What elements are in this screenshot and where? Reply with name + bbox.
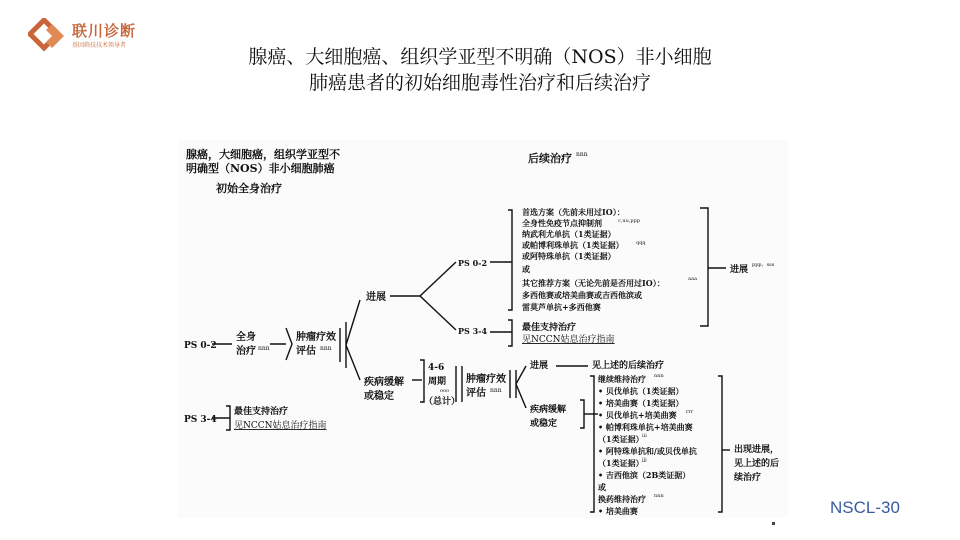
- maintenance-line: • 帕博利珠单抗+培美曲赛: [598, 422, 693, 432]
- sup-jjj: jjj: [642, 457, 647, 463]
- cycles-line3: （总计）: [424, 397, 461, 407]
- cycles-sup: ooo: [440, 388, 450, 394]
- ps34-label: PS 3-4: [184, 415, 217, 425]
- preferred-line: 其它推荐方案（无论先前是否用过IO）：: [522, 278, 665, 288]
- header-subsequent: 后续治疗: [528, 152, 572, 165]
- best-support-label: 最佳支持治疗: [522, 323, 577, 333]
- systemic-line2: 治疗: [236, 346, 256, 357]
- slide-title-line2: 肺癌患者的初始细胞毒性治疗和后续治疗: [308, 72, 651, 94]
- tumor-eval-sup: nnn: [320, 345, 332, 352]
- sup-other: aaa: [688, 276, 697, 282]
- tumor-eval-line1: 肿瘤疗效: [296, 332, 336, 343]
- header-subsequent-sup: nnn: [576, 151, 588, 158]
- sup-rrr: rrr: [686, 409, 694, 415]
- tumor-eval-line2: 评估: [296, 346, 316, 357]
- systemic-line1: 全身: [236, 332, 256, 343]
- maintenance-line: • 阿特珠单抗和/或贝伐单抗: [598, 446, 697, 456]
- maintenance-line: • 贝伐单抗+培美曲赛: [598, 410, 677, 420]
- slide-title-line1: 腺癌、大细胞癌、组织学亚型不明确（NOS）非小细胞: [248, 46, 712, 68]
- tumor-eval2-sup: nnn: [490, 387, 502, 394]
- remission-line2: 或稳定: [364, 391, 394, 402]
- maintenance-line: • 贝伐单抗（1类证据）: [598, 386, 684, 396]
- nccn-link[interactable]: 见NCCN姑息治疗指南: [522, 335, 615, 345]
- maintenance-line: • 培美曲赛: [598, 506, 638, 516]
- ps34-b-label: PS 3-4: [458, 326, 488, 336]
- header-left-line1: 腺癌，大细胞癌，组织学亚型不: [186, 148, 340, 161]
- preferred-line: 全身性免疫节点抑制剂: [522, 218, 602, 228]
- header-initial: 初始全身治疗: [216, 182, 282, 195]
- sup-switch: nnn: [654, 493, 664, 499]
- maintenance-line: （1类证据）: [598, 434, 644, 444]
- final-out-line2: 见上述的后: [734, 459, 780, 469]
- maintenance-line: 换药维持治疗: [598, 494, 646, 504]
- remission2-line1: 疾病缓解: [530, 405, 567, 415]
- cycles-line1: 4-6: [428, 363, 445, 373]
- maintenance-line: • 吉西他滨（2B类证据）: [598, 470, 691, 480]
- ps02-b-label: PS 0-2: [458, 258, 488, 268]
- maintenance-title: 继续维持治疗: [598, 374, 646, 384]
- page-code: NSCL-30: [830, 498, 900, 517]
- preferred-line: 或帕博利珠单抗（1类证据）: [522, 240, 624, 250]
- decorative-dot: [772, 522, 775, 525]
- tumor-eval2-line1: 肿瘤疗效: [466, 374, 506, 385]
- preferred-regimens: [522, 207, 697, 312]
- preferred-line: 或: [522, 264, 530, 274]
- maintenance-regimens: [598, 373, 697, 516]
- sup-immune: c,uu,ppp: [618, 218, 641, 224]
- progression-label: 进展: [366, 292, 386, 303]
- remission-line1: 疾病缓解: [364, 377, 404, 388]
- logo-tagline: 基因筛技技术领导者: [72, 42, 127, 49]
- cycles-line2: 周期: [428, 377, 447, 387]
- remission2-line2: 或稳定: [530, 419, 558, 429]
- maintenance-line: • 培美曲赛（1类证据）: [598, 398, 684, 408]
- sup-pembro: qqq: [636, 240, 646, 246]
- final-out-line3: 续治疗: [734, 473, 762, 483]
- preferred-line: 或阿特珠单抗（1类证据）: [522, 251, 616, 261]
- progression-out-sup: ppp，sss: [752, 262, 775, 268]
- progression-out: 进展: [730, 265, 749, 275]
- best-support2-label: 最佳支持治疗: [234, 407, 289, 417]
- maintenance-line: 或: [598, 482, 606, 492]
- preferred-line: 雷莫芦单抗+多西他赛: [522, 302, 601, 312]
- maintenance-line: （1类证据）: [598, 458, 644, 468]
- systemic-sup: nnn: [258, 345, 270, 352]
- header-left-line2: 明确型（NOS）非小细胞肺癌: [186, 162, 335, 175]
- sup-iii: iii: [642, 433, 647, 439]
- ps02-label: PS 0-2: [184, 341, 217, 351]
- final-out-line1: 出现进展，: [734, 445, 780, 455]
- nccn-link2[interactable]: 见NCCN姑息治疗指南: [234, 421, 327, 431]
- logo-name: 联川诊断: [72, 22, 137, 40]
- progression2-label: 进展: [530, 361, 549, 371]
- preferred-line: 多西他赛或培美曲赛或吉西他滨或: [522, 290, 642, 300]
- see-above-label: 见上述的后续治疗: [592, 361, 665, 371]
- maintenance-title-sup: nnn: [654, 373, 664, 379]
- tumor-eval2-line2: 评估: [466, 388, 486, 399]
- preferred-line: 首选方案（先前未用过IO）：: [522, 207, 625, 217]
- preferred-line: 纳武利尤单抗（1类证据）: [522, 229, 616, 239]
